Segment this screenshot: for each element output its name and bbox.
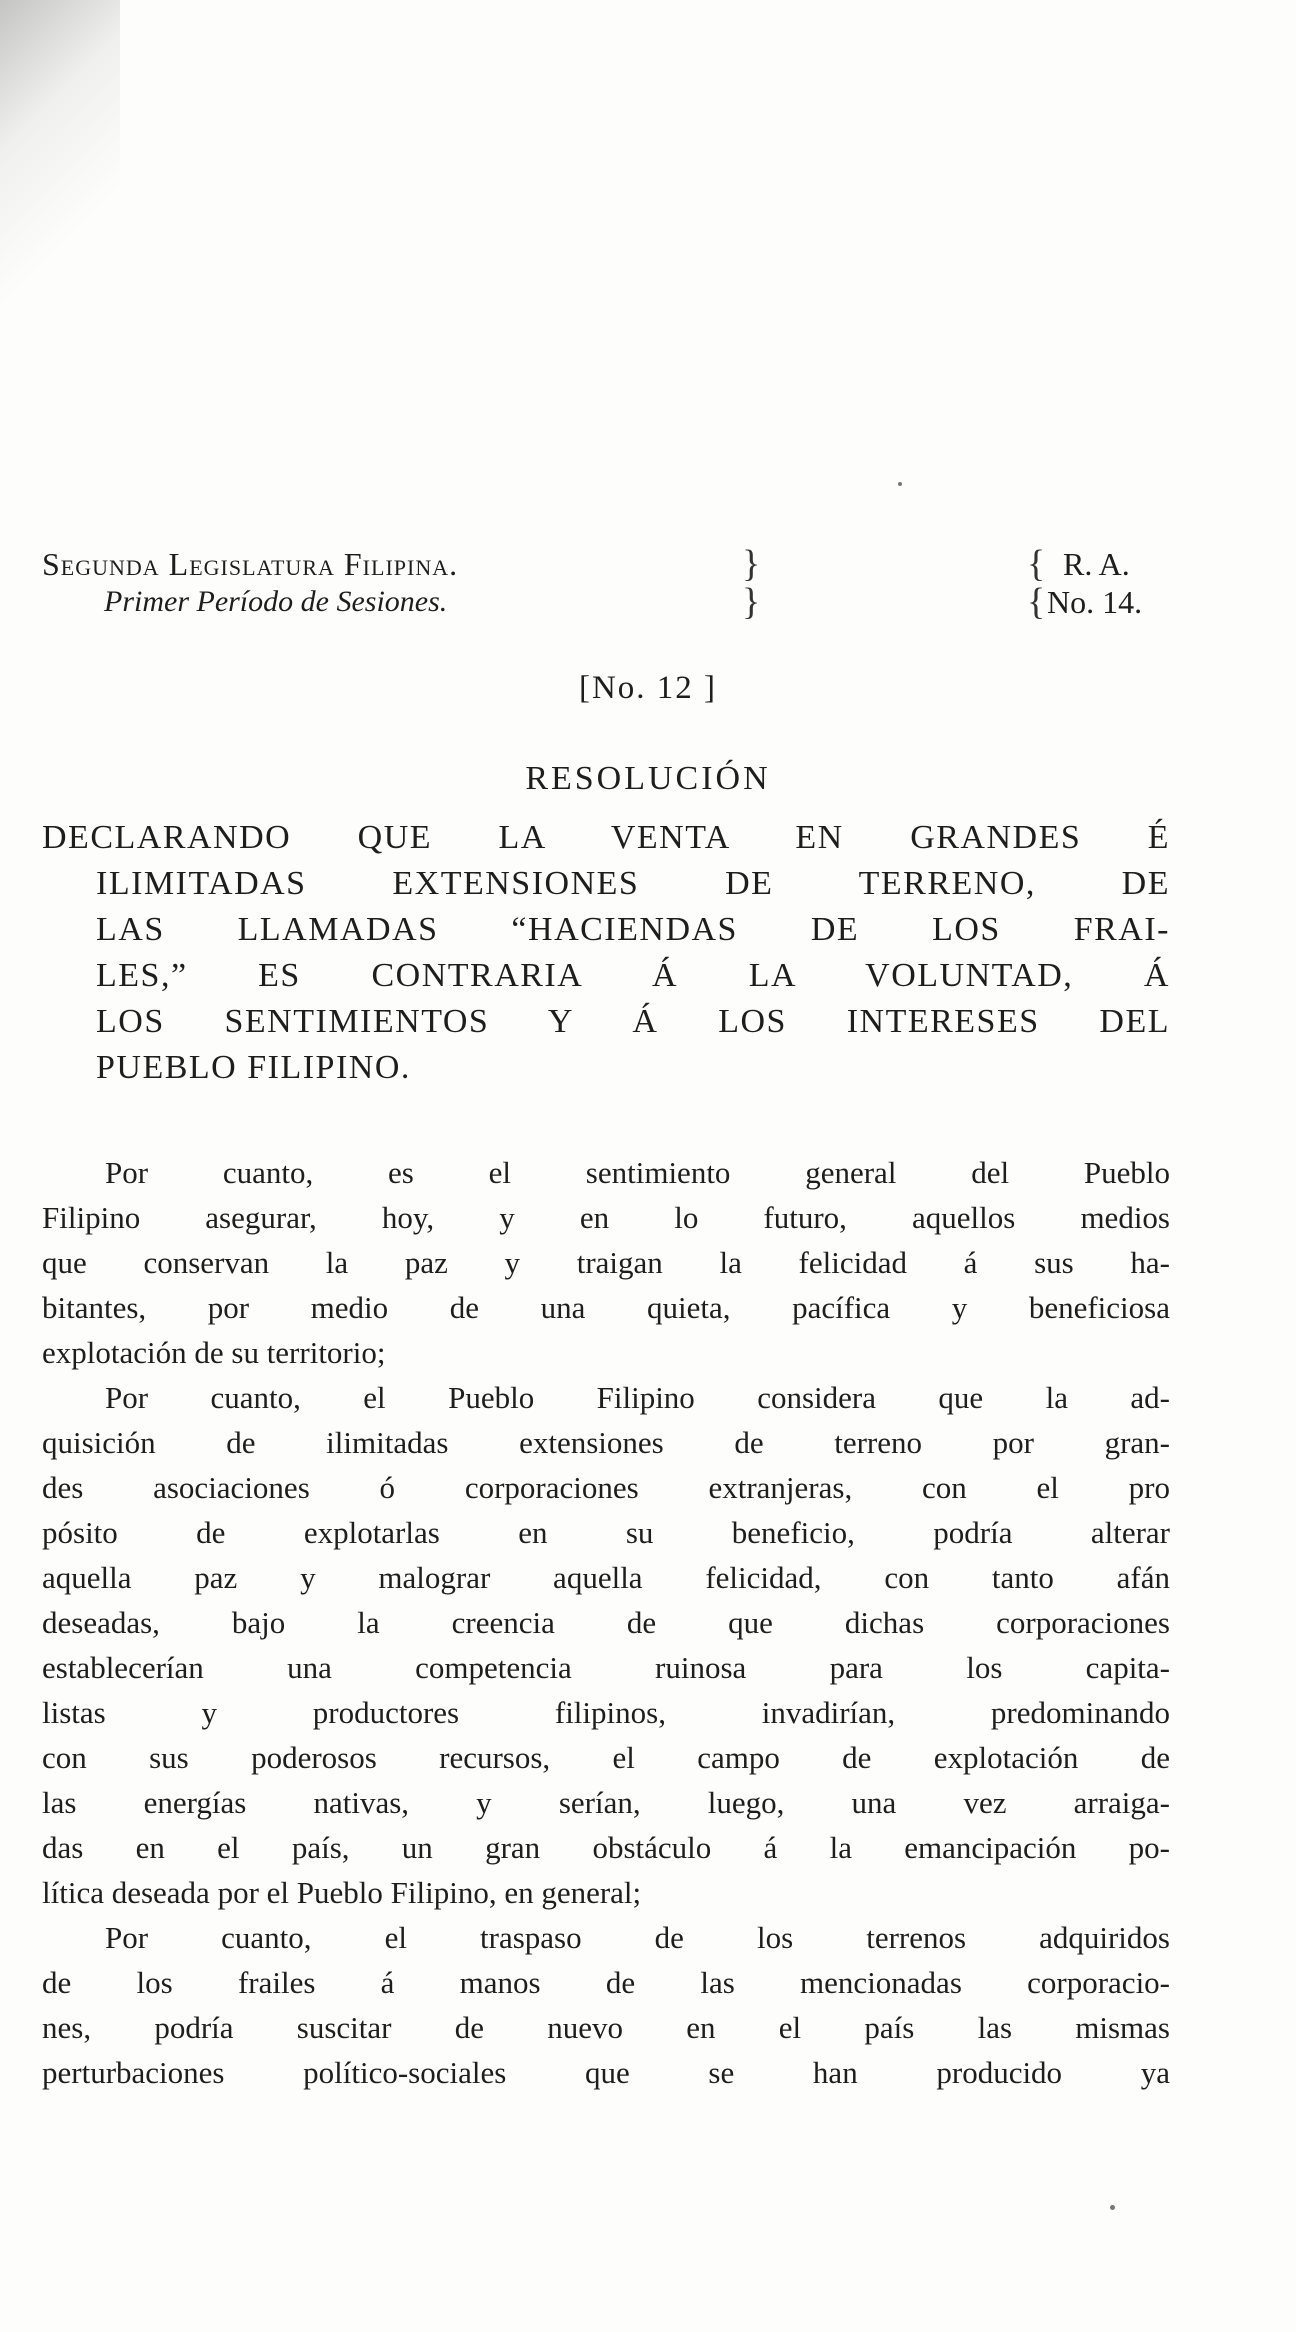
- subject-line: LOS SENTIMIENTOS Y Á LOS INTERESES DEL: [96, 1003, 1170, 1040]
- resolution-type: R. A.: [1063, 546, 1130, 582]
- text-line: des asociaciones ó corporaciones extranjeras, con el pro: [42, 1470, 1170, 1505]
- brace-glyph: {: [1027, 543, 1046, 585]
- text-line: perturbaciones político-sociales que se han producido ya: [42, 2055, 1170, 2090]
- text-line: listas y productores filipinos, invadirían, predominando: [42, 1695, 1170, 1730]
- scan-shadow: [0, 0, 120, 320]
- text-line: das en el país, un gran obstáculo á la emancipación po-: [42, 1830, 1170, 1865]
- text-line: las energías nativas, y serían, luego, una vez arraiga-: [42, 1785, 1170, 1820]
- document-body: [42, 1150, 1170, 2095]
- session-name: Primer Período de Sesiones.: [104, 585, 448, 618]
- subject-line: PUEBLO FILIPINO.: [96, 1049, 411, 1086]
- resolution-subject: [42, 815, 1170, 1091]
- text-line: pósito de explotarlas en su beneficio, podría alterar: [42, 1515, 1170, 1550]
- text-line: Por cuanto, el Pueblo Filipino considera que la ad-: [105, 1380, 1170, 1415]
- text-line: de los frailes á manos de las mencionadas corporacio-: [42, 1965, 1170, 2000]
- document-header: [42, 545, 1172, 625]
- scan-speck: [1110, 2205, 1115, 2210]
- subject-line: ILIMITADAS EXTENSIONES DE TERRENO, DE: [96, 865, 1170, 902]
- header-left: [42, 545, 742, 621]
- subject-line: DECLARANDO QUE LA VENTA EN GRANDES É: [42, 819, 1170, 856]
- text-line: con sus poderosos recursos, el campo de explotación de: [42, 1740, 1170, 1775]
- resolution-reference-number: No. 14.: [1047, 584, 1143, 620]
- text-line: Filipino asegurar, hoy, y en lo futuro, aquellos medios: [42, 1200, 1170, 1235]
- text-line: deseadas, bajo la creencia de que dichas corporaciones: [42, 1605, 1170, 1640]
- text-line: quisición de ilimitadas extensiones de terreno por gran-: [42, 1425, 1170, 1460]
- header-right: [1047, 545, 1142, 621]
- text-line: aquella paz y malograr aquella felicidad, con tanto afán: [42, 1560, 1170, 1595]
- paragraph: [42, 1915, 1170, 2095]
- text-line: Por cuanto, es el sentimiento general del Pueblo: [105, 1155, 1170, 1190]
- paragraph: [42, 1150, 1170, 1375]
- brace-glyph: }: [742, 543, 761, 585]
- text-line: establecerían una competencia ruinosa para los capita-: [42, 1650, 1170, 1685]
- text-line: que conservan la paz y traigan la felicidad á sus ha-: [42, 1245, 1170, 1280]
- brace-glyph: {: [1027, 581, 1046, 623]
- resolution-title: RESOLUCIÓN: [525, 760, 771, 797]
- text-line: bitantes, por medio de una quieta, pacífica y beneficiosa: [42, 1290, 1170, 1325]
- brace-glyph: }: [742, 581, 761, 623]
- text-line: lítica deseada por el Pueblo Filipino, en general;: [42, 1875, 642, 1910]
- legislature-name: Segunda Legislatura Filipina.: [42, 546, 459, 582]
- document-number: [No. 12 ]: [578, 670, 718, 706]
- paragraph: [42, 1375, 1170, 1915]
- text-line: Por cuanto, el traspaso de los terrenos adquiridos: [105, 1920, 1170, 1955]
- scan-speck: [898, 482, 902, 486]
- subject-line: LAS LLAMADAS “HACIENDAS DE LOS FRAI-: [96, 911, 1170, 948]
- text-line: nes, podría suscitar de nuevo en el país las mismas: [42, 2010, 1170, 2045]
- text-line: explotación de su territorio;: [42, 1335, 386, 1370]
- subject-line: LES,” ES CONTRARIA Á LA VOLUNTAD, Á: [96, 957, 1170, 994]
